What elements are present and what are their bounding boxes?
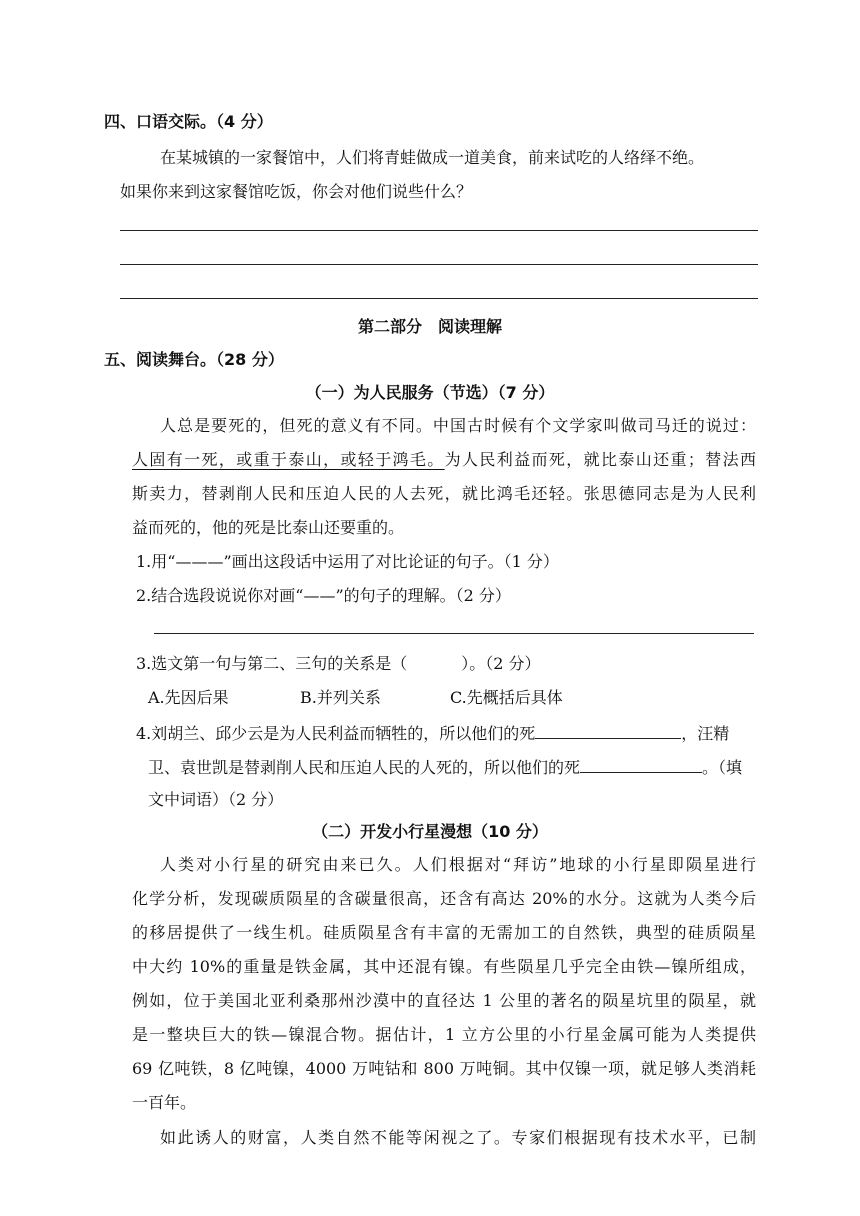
section4-prompt-line1: 在某城镇的一家餐馆中，人们将青蛙做成一道美食，前来试吃的人络绎不绝。 xyxy=(160,148,705,167)
passage1-line4: 益而死的，他的死是比泰山还要重的。 xyxy=(132,518,405,537)
passage1-line2 xyxy=(132,448,756,472)
passage2-title: （二）开发小行星漫想（10 分） xyxy=(312,822,548,841)
passage1-line1: 人总是要死的，但死的意义有不同。中国古时候有个文学家叫做司马迁的说过： xyxy=(160,416,756,435)
part2-title: 第二部分 阅读理解 xyxy=(357,317,502,336)
question-2: 2.结合选段说说你对画“——”的句子的理解。（2 分） xyxy=(136,586,511,605)
question-3-prefix: 3.选文第一句与第二、三句的关系是（ xyxy=(136,654,408,673)
section4-heading: 四、口语交际。（4 分） xyxy=(104,112,273,131)
passage2-p1-line6: 是一整块巨大的铁—镍混合物。据估计，1 立方公里的小行星金属可能为人类提供 xyxy=(132,1025,756,1044)
section5-heading: 五、阅读舞台。（28 分） xyxy=(104,350,284,369)
question-4-line1-suffix: ，汪精 xyxy=(681,724,730,743)
passage2-p1-line1: 人类对小行星的研究由来已久。人们根据对“拜访”地球的小行星即陨星进行 xyxy=(160,855,756,874)
answer-line-2[interactable] xyxy=(120,264,758,265)
passage2-p2-line1: 如此诱人的财富，人类自然不能等闲视之了。专家们根据现有技术水平，已制 xyxy=(160,1128,756,1147)
passage2-p1-line8: 一百年。 xyxy=(132,1093,197,1112)
question-4-line2 xyxy=(148,754,742,780)
passage2-p1-line7: 69 亿吨铁，8 亿吨镍，4000 万吨钴和 800 万吨铜。其中仅镍一项，就足够人类消耗 xyxy=(132,1059,756,1078)
question-4-line1 xyxy=(136,720,729,746)
section4-prompt-line2: 如果你来到这家餐馆吃饭，你会对他们说些什么？ xyxy=(120,182,473,201)
question-4-blank-1[interactable] xyxy=(535,720,681,739)
question-4-line2-suffix: 。（填 xyxy=(702,758,743,777)
passage2-p1-line3: 的移居提供了一线生机。硅质陨星含有丰富的无需加工的自然铁，典型的硅质陨星 xyxy=(132,923,756,942)
question-4-blank-2[interactable] xyxy=(580,754,702,773)
passage2-p1-line5: 例如，位于美国北亚利桑那州沙漠中的直径达 1 公里的著名的陨星坑里的陨星，就 xyxy=(132,991,756,1010)
question-1: 1.用“———”画出这段话中运用了对比论证的句子。（1 分） xyxy=(136,552,559,571)
passage1-line3: 斯卖力，替剥削人民和压迫人民的人去死，就比鸿毛还轻。张思德同志是为人民利 xyxy=(132,484,756,503)
answer-line-1[interactable] xyxy=(120,230,758,231)
question-4-line1-prefix: 4.刘胡兰、邱少云是为人民利益而牺牲的，所以他们的死 xyxy=(136,724,536,743)
option-a: A.先因后果 xyxy=(148,688,229,707)
question-4-line2-prefix: 卫、袁世凯是替剥削人民和压迫人民的人死的，所以他们的死 xyxy=(148,758,581,777)
passage1-title: （一）为人民服务（节选）（7 分） xyxy=(305,383,555,402)
question-3 xyxy=(136,652,541,676)
passage2-p1-line2: 化学分析，发现碳质陨星的含碳量很高，还含有高达 20%的水分。这就为人类今后 xyxy=(132,889,756,908)
passage1-line2-rest: 为人民利益而死，就比泰山还重；替法西 xyxy=(444,450,756,469)
underlined-sentence: 人固有一死，或重于泰山，或轻于鸿毛。 xyxy=(132,450,445,469)
answer-line-3[interactable] xyxy=(120,298,758,299)
question-2-answer-line[interactable] xyxy=(154,633,754,634)
passage2-p1-line4: 中大约 10%的重量是铁金属，其中还混有镍。有些陨星几乎完全由铁—镍所组成， xyxy=(132,957,756,976)
option-b: B.并列关系 xyxy=(300,688,381,707)
option-c: C.先概括后具体 xyxy=(450,688,563,707)
question-3-suffix: ）。（2 分） xyxy=(461,654,541,673)
question-4-line3: 文中词语）（2 分） xyxy=(148,790,284,809)
